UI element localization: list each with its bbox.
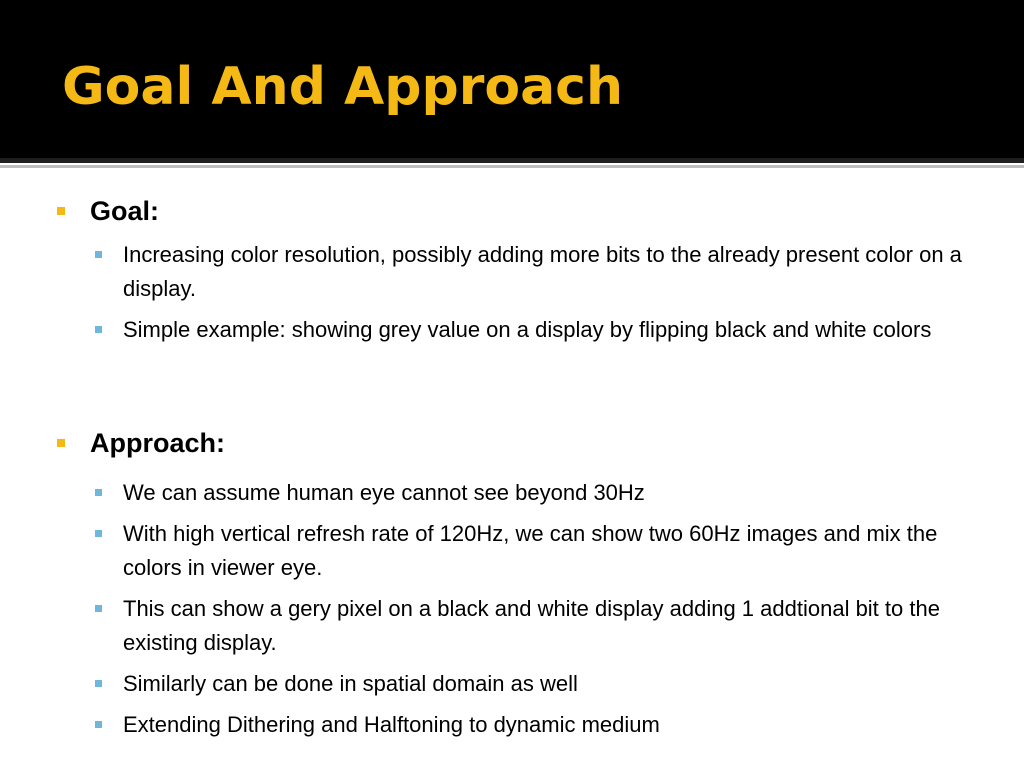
list-item (0, 476, 1024, 510)
approach-section (0, 424, 1024, 749)
list-item-text: Increasing color resolution, possibly adding more bits to the already present color on a display. (123, 242, 962, 301)
list-item-text: We can assume human eye cannot see beyond 30Hz (123, 480, 645, 505)
square-bullet-icon (95, 605, 102, 612)
square-bullet-icon (95, 721, 102, 728)
slide-title: Goal And Approach (62, 57, 624, 117)
goal-heading-row (0, 192, 1024, 232)
goal-list (0, 238, 1024, 347)
list-item-text: Simple example: showing grey value on a display by flipping black and white colors (123, 317, 932, 342)
square-bullet-icon (95, 251, 102, 258)
square-bullet-icon (57, 207, 65, 215)
square-bullet-icon (95, 530, 102, 537)
approach-list (0, 476, 1024, 742)
approach-heading: Approach: (90, 428, 225, 458)
list-item (0, 708, 1024, 742)
list-item (0, 592, 1024, 660)
list-item (0, 238, 1024, 306)
list-item (0, 667, 1024, 701)
square-bullet-icon (57, 439, 65, 447)
list-item-text: With high vertical refresh rate of 120Hz, we can show two 60Hz images and mix the colors in viewer eye. (123, 521, 938, 580)
square-bullet-icon (95, 326, 102, 333)
list-item-text: This can show a gery pixel on a black and white display adding 1 addtional bit to the existing display. (123, 596, 940, 655)
approach-heading-row (0, 424, 1024, 464)
goal-heading: Goal: (90, 196, 160, 226)
list-item (0, 313, 1024, 347)
square-bullet-icon (95, 680, 102, 687)
list-item (0, 517, 1024, 585)
list-item-text: Extending Dithering and Halftoning to dynamic medium (123, 712, 660, 737)
square-bullet-icon (95, 489, 102, 496)
goal-section (0, 192, 1024, 354)
list-item-text: Similarly can be done in spatial domain as well (123, 671, 578, 696)
